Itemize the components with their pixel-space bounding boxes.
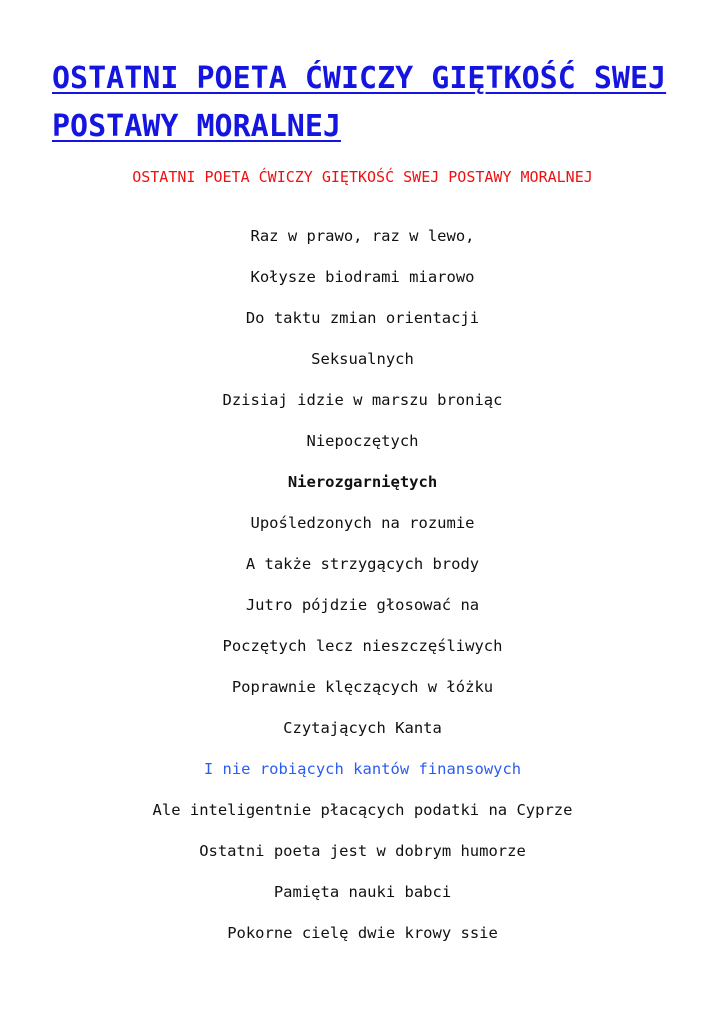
poem-line-highlighted: I nie robiących kantów finansowych xyxy=(203,760,522,778)
poem-line: Poczętych lecz nieszczęśliwych xyxy=(222,637,503,655)
poem-line: Seksualnych xyxy=(311,350,414,368)
poem-line: Dzisiaj idzie w marszu broniąc xyxy=(222,391,503,409)
poem-line: Pokorne cielę dwie krowy ssie xyxy=(227,924,498,942)
poem-line: Poprawnie klęczących w łóżku xyxy=(231,678,494,696)
poem-line: Ostatni poeta jest w dobrym humorze xyxy=(199,842,526,860)
poem-line: Ale inteligentnie płacących podatki na Cyprze xyxy=(152,801,573,819)
poem-line: Kołysze biodrami miarowo xyxy=(250,268,475,286)
poem-line: Raz w prawo, raz w lewo, xyxy=(250,227,475,245)
poem-line: Upośledzonych na rozumie xyxy=(250,514,475,532)
poem-line: A także strzygących brody xyxy=(245,555,480,573)
poem-line: Niepoczętych xyxy=(306,432,419,450)
poem-line-bold: Nierozgarniętych xyxy=(287,473,438,491)
poem-body xyxy=(0,226,725,964)
poem-line: Pamięta nauki babci xyxy=(273,883,452,901)
poem-line: Czytających Kanta xyxy=(283,719,442,737)
poem-heading: OSTATNI POETA ĆWICZY GIĘTKOŚĆ SWEJ POSTAWY MORALNEJ xyxy=(132,168,593,186)
poem-line: Jutro pójdzie głosować na xyxy=(245,596,480,614)
post-title-link[interactable]: OSTATNI POETA ĆWICZY GIĘTKOŚĆ SWEJ POSTAWY MORALNEJ xyxy=(52,61,667,144)
poem-line: Do taktu zmian orientacji xyxy=(245,309,480,327)
